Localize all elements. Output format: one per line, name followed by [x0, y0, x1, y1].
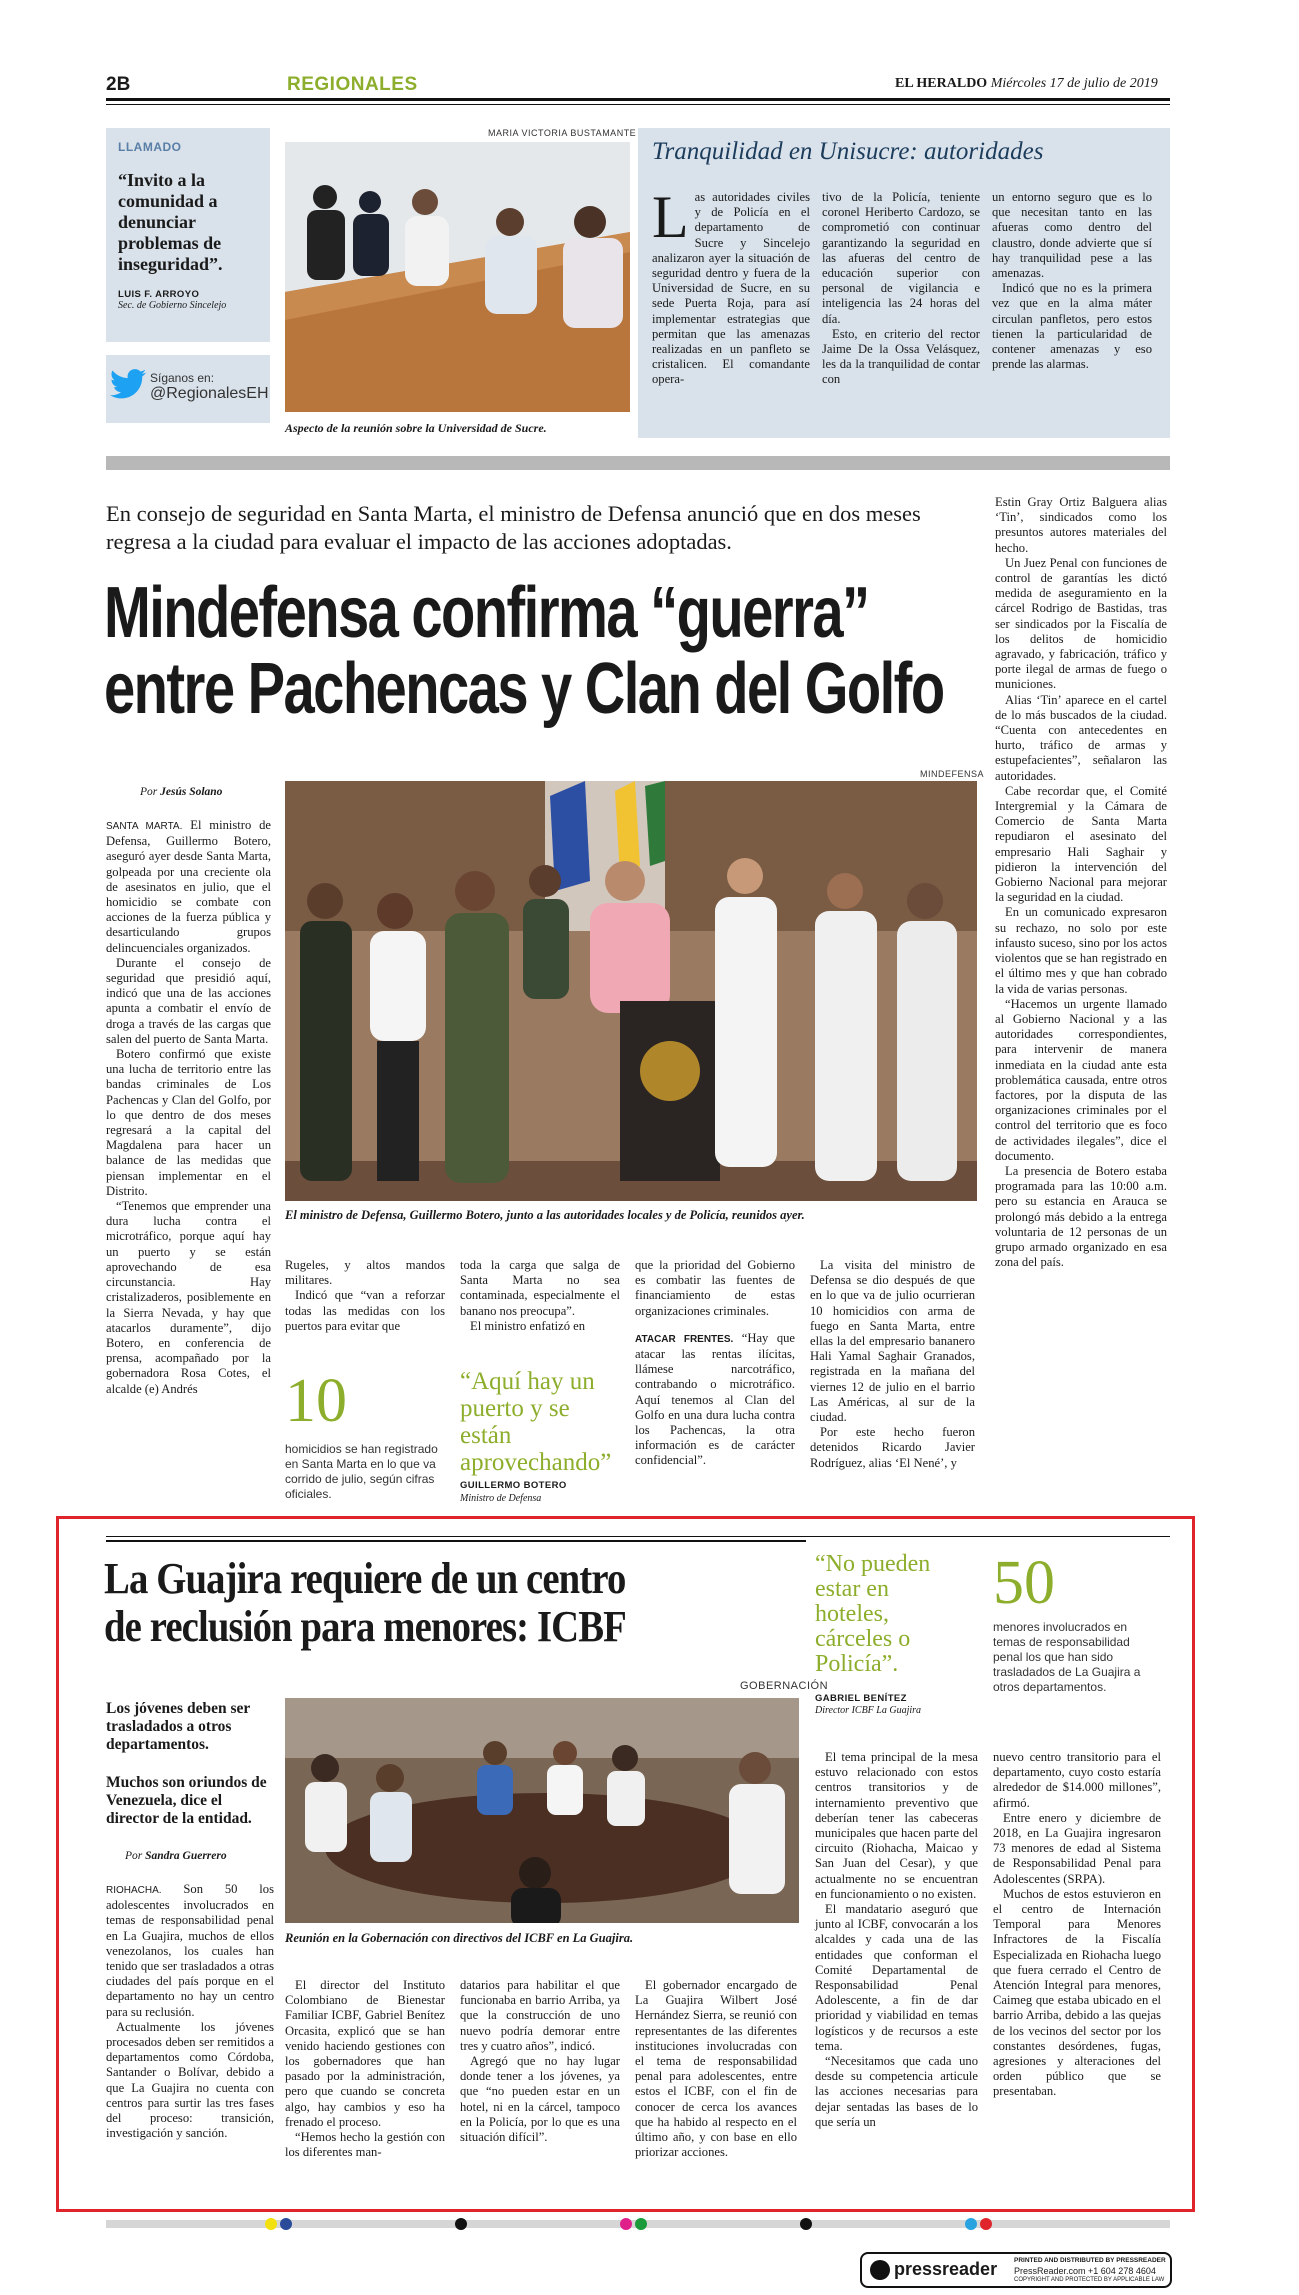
twitter-prompt: Síganos en:	[150, 371, 215, 385]
guajira-col-2	[285, 1978, 445, 2160]
main-col-4	[635, 1258, 795, 1469]
guajira-col-2-p2: “Hemos hecho la gestión con los diferentes man-	[285, 2130, 445, 2160]
main-col-1-p1-text: El ministro de Defensa, Guillermo Botero, aseguró ayer desde Santa Marta, golpeada por una creciente ola de asesinatos en julio, que el homicidio se combate con acciones de la fuerza pública y desarticulando grupos delincuenciales organizados.	[106, 818, 272, 955]
main-pull-author: GUILLERMO BOTERO	[460, 1480, 567, 1491]
unisucre-col-1-text: as autoridades civiles y de Policía en el departamento de Sucre y Sincelejo analizaron ayer la situación de seguridad dentro y fuera de la Universidad de Sucre, en su sede Puerta Roja, para así implementar estrategias que permitan que las amenazas realizadas en un panfleto se cristalicen. El comandante opera-	[652, 190, 810, 387]
guajira-byline-author: Sandra Guerrero	[145, 1850, 227, 1862]
section-name: REGIONALES	[287, 74, 418, 95]
dateline: SANTA MARTA.	[106, 821, 183, 832]
guajira-headline-line-1: La Guajira requiere de un centro	[104, 1554, 626, 1603]
guajira-stat-number: 50	[993, 1549, 1055, 1617]
callout-author: LUIS F. ARROYO	[118, 289, 200, 300]
issue-date: Miércoles 17 de julio de 2019	[990, 76, 1158, 91]
header-rule	[106, 98, 1170, 101]
unisucre-col-1	[652, 184, 810, 388]
callout-quote: “Invito a la comunidad a denunciar problemas de inseguridad”.	[118, 170, 223, 274]
unisucre-col-2-p1: tivo de la Policía, teniente coronel Heriberto Cardozo, se comprometió con continuar garantizando la seguridad en las afueras del centro de educación superior con personal de vigilancia e inteligencia las 24 horas del día.	[822, 190, 980, 326]
guajira-byline-prefix: Por	[125, 1850, 143, 1862]
header-rule-thin	[106, 104, 1170, 105]
guajira-col-3-p1: datarios para habilitar el que funcionaba en barrio Arriba, ya que la construcción de uno nuevo podría demorar entre tres y cuatro años”, indicó.	[460, 1978, 620, 2053]
main-col-5-p1: La visita del ministro de Defensa se dio después de que en lo que va de julio ocurrieran 10 homicidios con arma de fuego en Santa Marta, entre ellas la del empresario bananero Hali Yamal Saghair Granados, registrada en la mañana del viernes 12 de julio en el barrio Las Américas, al sur de la ciudad.	[810, 1258, 975, 1425]
main-col-6-p1: Estin Gray Ortiz Balguera alias ‘Tin’, sindicados como los presuntos autores materiales del hecho.	[995, 495, 1167, 555]
guajira-col-1-p2: Actualmente los jóvenes procesados deben ser remitidos a departamentos como Córdoba, Santander o Bolívar, debido a que La Guajira no cuenta con centros para surtir las tres fases del proceso: transición, investigación y sanción.	[106, 2019, 274, 2141]
guajira-rule-2	[106, 1540, 806, 1542]
main-col-6-p4: Cabe recordar que, el Comité Intergremial y la Cámara de Comercio de Santa Marta repudiaron el asesinato del empresario Hali Saghair y pidieron la intervención del Gobierno Nacional para mejorar la seguridad en la ciudad.	[995, 783, 1167, 905]
main-col-6-p7: La presencia de Botero estaba programada para las 10:00 a.m. pero su estancia en Arauca se prolongó más debido a la entrega voluntaria de 12 personas de un grupo armado organizado en esa zona del país.	[995, 1163, 1167, 1270]
masthead: EL HERALDO	[895, 76, 988, 91]
guajira-col-5-p3: “Necesitamos que cada uno desde su competencia articule las acciones necesarias para dejar sentadas las bases de lo que sería un	[815, 2054, 978, 2129]
guajira-col-5	[815, 1750, 978, 2130]
guajira-col-1	[106, 1882, 274, 2141]
twitter-handle[interactable]: @RegionalesEH	[150, 385, 269, 402]
pressreader-logo-icon	[870, 2260, 890, 2280]
callout-box	[106, 128, 270, 342]
guajira-col-3	[460, 1978, 620, 2145]
main-col-6	[995, 495, 1167, 1270]
main-byline	[140, 786, 222, 798]
unisucre-col-2-p2: Esto, en criterio del rector Jaime De la Ossa Velásquez, les da la tranquilidad de contar con	[822, 326, 980, 387]
main-col-1-p3: Botero confirmó que existe una lucha de territorio entre las bandas criminales de Los Pachencas y Clan del Golfo, por lo que dentro de dos meses regresará a la capital del Magdalena para hacer un balance de las medidas que piensan implementar en el Distrito.	[106, 1047, 271, 1198]
guajira-col-6-p3: Muchos de estos estuvieron en el centro de Internación Temporal para Menores Infractores de la Fiscalía Especializada en Riohacha luego que fuera cerrado el Centro de Atención Integral para menores, Caimeg que estaba ubicado en el barrio Arriba, debido a las quejas de los vecinos del sector por los constantes desórdenes, fugas, agresiones y alteraciones del orden público que se presentaban.	[993, 1886, 1161, 2099]
masthead-date	[895, 76, 1158, 92]
guajira-col-4	[635, 1978, 797, 2160]
unisucre-col-2	[822, 190, 980, 388]
guajira-col-1-p1	[106, 1882, 274, 2020]
guajira-col-1-p1-text: Son 50 los adolescentes involucrados en temas de responsabilidad penal en La Guajira, muchos de ellos venezolanos, los cuales han tenido que ser trasladados a otras ciudades del país porque en el departamento no hay un centro para su reclusión.	[106, 1882, 275, 2019]
guajira-col-2-p1: El director del Instituto Colombiano de Bienestar Familiar ICBF, Gabriel Benítez Orcasita, explicó que se han venido haciendo gestiones con los gobernadores que han pasado por la administración, pero que cuando se concreta algo, hay cambios y eso ha frenado el proceso.	[285, 1978, 445, 2129]
guajira-col-5-p1: El tema principal de la mesa estuvo relacionado con estos centros transitorios y de internamiento preventivo que deberían tener las cabeceras municipales que hacen parte del circuito (Riohacha, Maicao y San Juan del Cesar), y que actualmente no se encuentran en funcionamiento o no existen.	[815, 1750, 978, 1901]
twitter-bird-icon	[110, 369, 146, 399]
main-col-1-p2: Durante el consejo de seguridad que presidió aquí, indicó que una de las acciones apunta a combatir el envío de droga a través de las cargas que salen del puerto de Santa Marta.	[106, 955, 271, 1046]
main-col-3-p1: toda la carga que salga de Santa Marta no sea contaminada, especialmente el banano nos preocupa”.	[460, 1258, 620, 1318]
main-col-3-p2: El ministro enfatizó en	[470, 1318, 586, 1333]
guajira-col-6	[993, 1750, 1161, 2100]
main-col-6-p6: “Hacemos un urgente llamado al Gobierno Nacional y a las autoridades correspondientes, para intervenir de manera inmediata en la ciudad ante esta problemática causada, entre otros factores, por la disputa de las organizaciones criminales por el control del territorio que es foco de actividades ilegales”, dice el documento.	[995, 996, 1167, 1163]
guajira-photo-caption: Reunión en la Gobernación con directivos del ICBF en La Guajira.	[285, 1931, 634, 1945]
main-photo	[285, 781, 977, 1201]
guajira-col-5-p2: El mandatario aseguró que junto al ICBF, convocarán a los alcaldes y cada una de las entidades que conforman el Comité Departamental de Responsabilidad Penal Adolescente, a fin de dar prioridad y viabilidad en temas logísticos y de recursos a este tema.	[815, 1902, 978, 2053]
guajira-rule	[106, 1536, 1170, 1537]
unisucre-title: Tranquilidad en Unisucre: autoridades	[652, 138, 1044, 165]
main-col-6-p3: Alias ‘Tin’ aparece en el cartel de lo más buscados de la ciudad. “Cuenta con antecedentes en hurto, tráfico de armas y estupefacientes”, señalaron las autoridades.	[995, 692, 1167, 783]
unisucre-col-3-p1: un entorno seguro que es lo que necesitan tanto en las afueras como dentro del claustro, donde advierte que sí hay tranquilidad pese a las amenazas.	[992, 190, 1152, 281]
byline-prefix: Por	[140, 786, 158, 798]
main-col-3	[460, 1258, 620, 1334]
guajira-summary-1: Los jóvenes deben ser trasladados a otros departamentos.	[106, 1700, 250, 1753]
main-photo-credit: MINDEFENSA	[920, 769, 985, 779]
guajira-col-6-p1: nuevo centro transitorio para el departamento, cuyo costo estaría alrededor de $14.000 millones”, afirmó.	[993, 1750, 1161, 1810]
pressreader-brand: pressreader	[894, 2259, 998, 2279]
guajira-quote: “No pueden estar en hoteles, cárceles o Policía”.	[815, 1551, 931, 1677]
pressreader-line-3: COPYRIGHT AND PROTECTED BY APPLICABLE LAW	[1014, 2277, 1165, 2283]
pressreader-line-1: PRINTED AND DISTRIBUTED BY PRESSREADER	[1014, 2257, 1166, 2264]
main-col-2-p2: Indicó que “van a reforzar todas las medidas con los puertos para evitar que	[285, 1288, 445, 1333]
main-col-5	[810, 1258, 975, 1471]
registration-marks	[0, 2218, 1299, 2230]
callout-kicker: LLAMADO	[118, 140, 182, 154]
guajira-photo	[285, 1698, 799, 1923]
guajira-stat-text: menores involucrados en temas de responsabilidad penal los que han sido trasladados de La Guajira a otros departamentos.	[993, 1620, 1141, 1694]
guajira-headline-line-2: de reclusión para menores: ICBF	[104, 1602, 626, 1651]
main-col-1-p4: “Tenemos que emprender una dura lucha contra el microtráfico, porque aquí hay un puerto y se están aprovechando de esa circunstancia. Hay cristalizaderos, posiblemente en la Sierra Nevada, y hay que atacarlos duramente”, dijo Botero, en conferencia de prensa, acompañado por la gobernadora Rosa Cotes, el alcalde (e) Andrés	[106, 1199, 271, 1396]
guajira-col-4-p1: El gobernador encargado de La Guajira Wilbert José Hernández Sierra, se reunió con representantes de las diferentes instituciones involucradas con el tema de responsabilidad penal para adolescentes, entre estos el ICBF, con el fin de conocer de cerca los avances que ha habido al respecto en el último año, y con base en ello priorizar acciones.	[635, 1978, 797, 2160]
main-col-1	[106, 818, 271, 1397]
top-photo	[285, 142, 630, 412]
guajira-headline	[104, 1555, 626, 1651]
twitter-box[interactable]	[106, 355, 270, 423]
unisucre-col-3-p2: Indicó que no es la primera vez que en la alma máter circulan panfletos, pero estos tienen la particularidad de contener amenazas y eso prende las alarmas.	[992, 281, 1152, 372]
main-col-1-p1	[106, 818, 271, 956]
guajira-quote-title: Director ICBF La Guajira	[815, 1705, 922, 1716]
guajira-quote-author: GABRIEL BENÍTEZ	[815, 1693, 907, 1704]
page-number: 2B	[106, 74, 131, 95]
main-pull-quote: “Aquí hay un puerto y se están aprovechando”	[460, 1368, 612, 1476]
section-separator	[106, 456, 1170, 470]
main-col-6-p5: En un comunicado expresaron su rechazo, no solo por este infausto suceso, sino por los actos violentos que se han registrado en el último mes y que han cobrado la vida de varias personas.	[995, 905, 1167, 996]
main-headline	[104, 573, 944, 729]
main-col-6-p2: Un Juez Penal con funciones de control de garantías les dictó medida de aseguramiento en la cárcel Rodrigo de Bastidas, tras ser sindicados por la Fiscalía de los delitos de homicidio agravado, y fabricación, tráfico y porte ilegal de armas de fuego o municiones.	[995, 555, 1167, 692]
callout-author-title: Sec. de Gobierno Sincelejo	[118, 300, 227, 311]
main-headline-line-1: Mindefensa confirma “guerra”	[104, 573, 869, 653]
pressreader-line-2: PressReader.com +1 604 278 4604	[1014, 2266, 1156, 2276]
main-pull-title: Ministro de Defensa	[460, 1493, 542, 1504]
guajira-summary-2: Muchos son oriundos de Venezuela, dice el director de la entidad.	[106, 1774, 267, 1827]
main-col-2-p1: Rugeles, y altos mandos militares.	[285, 1258, 445, 1288]
main-col-4-p2	[635, 1331, 795, 1469]
guajira-dateline: RIOHACHA.	[106, 1885, 162, 1896]
subhead: ATACAR FRENTES.	[635, 1333, 734, 1345]
byline-author: Jesús Solano	[160, 786, 223, 798]
guajira-col-6-p2: Entre enero y diciembre de 2018, en La Guajira ingresaron 73 menores de edad al Sistema de Responsabilidad Penal para Adolescentes (SRPA).	[993, 1810, 1161, 1886]
main-col-4-p1: que la prioridad del Gobierno es combatir las fuentes de financiamiento de estas organizaciones criminales.	[635, 1258, 795, 1318]
main-headline-line-2: entre Pachencas y Clan del Golfo	[104, 649, 944, 729]
main-col-5-p2: Por este hecho fueron detenidos Ricardo Javier Rodríguez, alias ‘El Nené’, y	[810, 1425, 975, 1470]
drop-cap: L	[652, 184, 689, 250]
pressreader-badge[interactable]	[860, 2252, 1172, 2288]
guajira-byline	[125, 1850, 227, 1862]
guajira-photo-credit: GOBERNACIÓN	[740, 1680, 829, 1692]
top-photo-caption: Aspecto de la reunión sobre la Universidad de Sucre.	[285, 421, 547, 435]
main-col-2	[285, 1258, 445, 1334]
main-photo-caption: El ministro de Defensa, Guillermo Botero, junto a las autoridades locales y de Policía, reunidos ayer.	[285, 1208, 805, 1222]
main-deck: En consejo de seguridad en Santa Marta, el ministro de Defensa anunció que en dos meses regresa a la ciudad para evaluar el impacto de las acciones adoptadas.	[106, 501, 921, 554]
main-col-4-p2-text: “Hay que atacar las rentas ilícitas, llámese narcotráfico, contrabando o microtráfico. Aquí tenemos al Clan del Golfo en una dura lucha contra los Pachencas, la otra información es de carácter confidencial”.	[635, 1330, 796, 1468]
main-stat-number: 10	[285, 1367, 347, 1435]
guajira-col-3-p2: Agregó que no hay lugar donde tener a los jóvenes, ya que “no pueden estar en un hotel, ni en la cárcel, tampoco en la Policía, por lo que es una situación difícil”.	[460, 2054, 620, 2145]
top-photo-credit: MARIA VICTORIA BUSTAMANTE	[488, 128, 637, 138]
main-stat-text: homicidios se han registrado en Santa Marta en lo que va corrido de julio, según cifras oficiales.	[285, 1442, 438, 1501]
unisucre-col-3	[992, 190, 1152, 372]
